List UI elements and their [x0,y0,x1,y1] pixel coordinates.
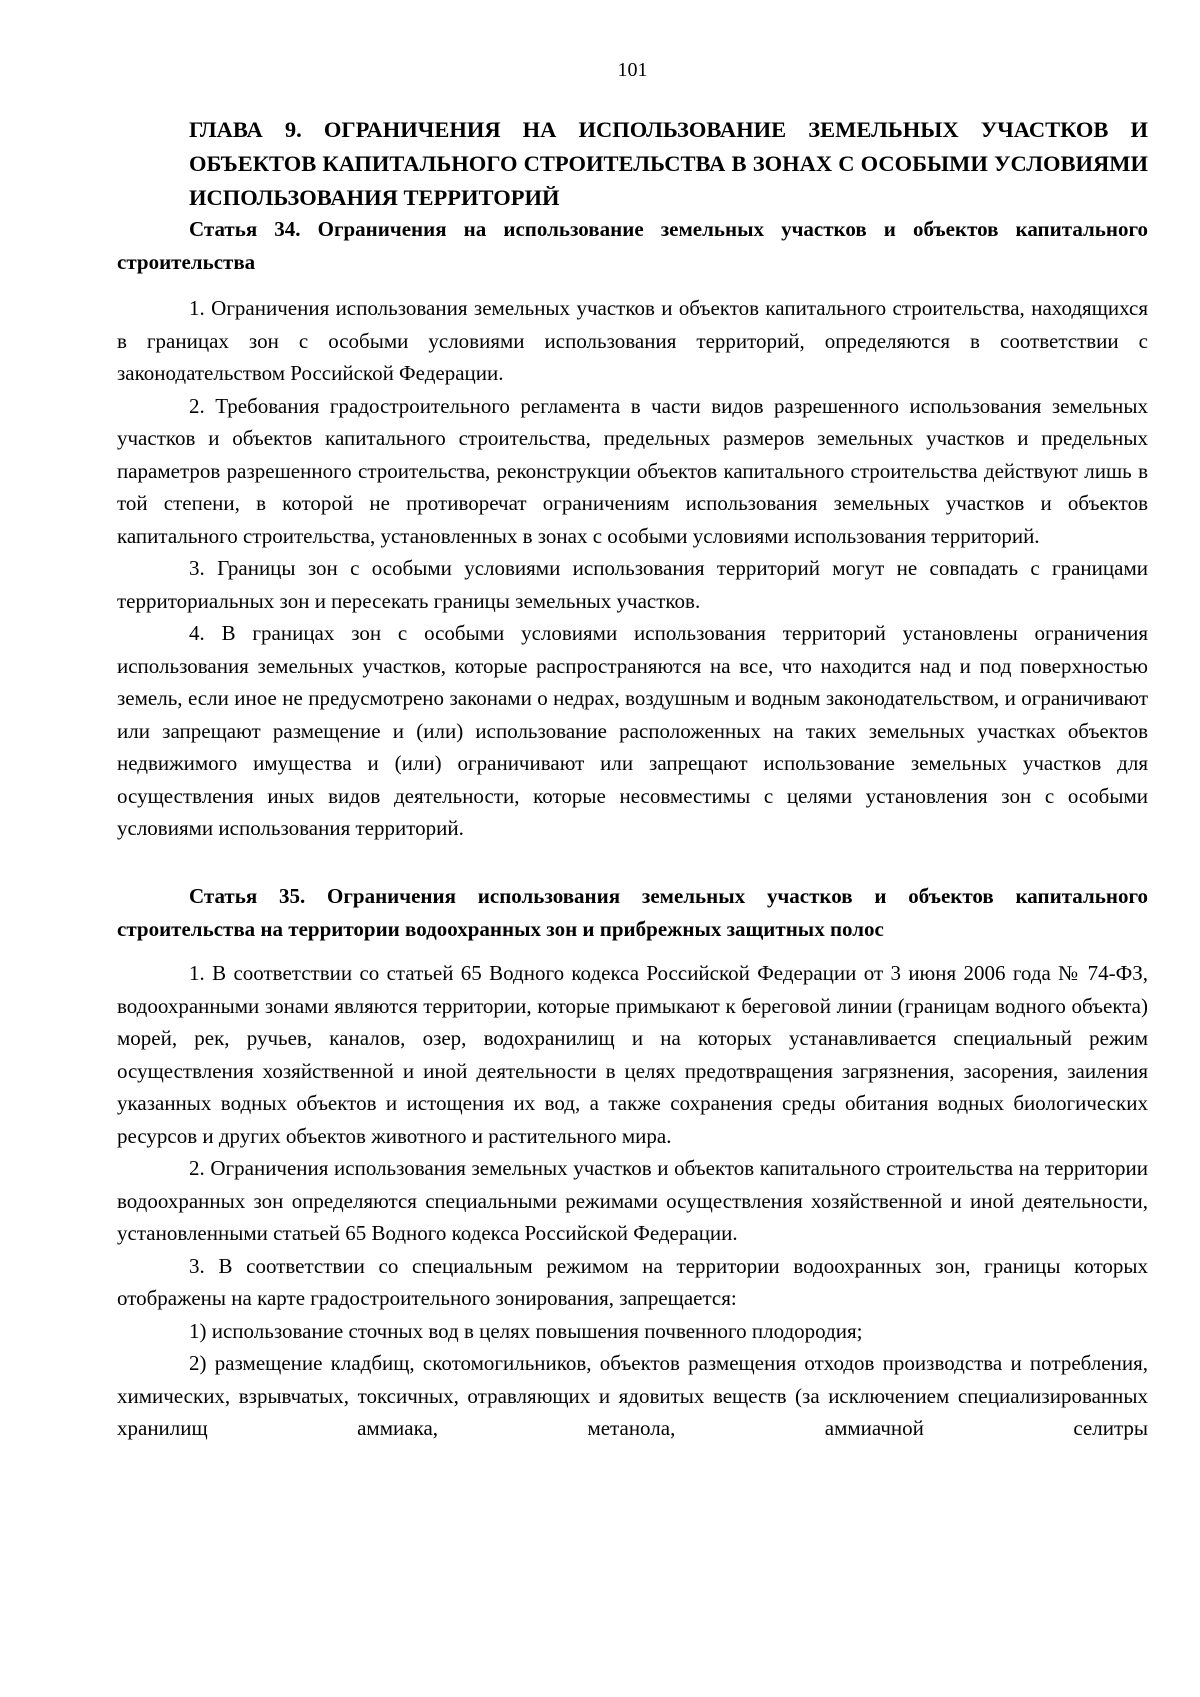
article-34-paragraph: 3. Границы зон с особыми условиями использования территорий могут не совпадать с границами территориальных зон и пересекать границы земельных участков. [117,556,1148,613]
article-34-body [117,292,1148,845]
article-34-paragraph: 4. В границах зон с особыми условиями использования территорий установлены ограничения использования земельных участков, которые распространяются на все, что находится над и под поверхностью земель, если иное не предусмотрено законами о недрах, воздушным и водным законодательством, и ограничивают или запрещают размещение и (или) использование расположенных на таких земельных участках объектов недвижимого имущества и (или) ограничивают или запрещают использование земельных участков для осуществления иных видов деятельности, которые несовместимы с целями установления зон с особыми условиями использования территорий. [117,621,1148,840]
article-35-list-item: 1) использование сточных вод в целях повышения почвенного плодородия; [189,1318,863,1343]
article-34-title: Статья 34. Ограничения на использование земельных участков и объектов капитального строительства [117,217,1148,274]
article-35-paragraph: 2. Ограничения использования земельных участков и объектов капитального строительства на территории водоохранных зон определяются специальными режимами осуществления хозяйственной и иной деятельности, установленными статьей 65 Водного кодекса Российской Федерации. [117,1156,1148,1245]
article-34-paragraph: 1. Ограничения использования земельных участков и объектов капитального строительства, находящихся в границах зон с особыми условиями использования территорий, определяются в соответствии с законодательством Российской Федерации. [117,296,1148,385]
article-35-heading-block [117,880,1148,946]
article-35-list-item: 2) размещение кладбищ, скотомогильников, объектов размещения отходов производства и потребления, химических, взрывчатых, токсичных, отравляющих и ядовитых веществ (за исключением специализированных хранилищ аммиака, метанола, аммиачной селитры [117,1351,1148,1440]
page-number: 101 [617,59,648,81]
chapter-title: ГЛАВА 9. ОГРАНИЧЕНИЯ НА ИСПОЛЬЗОВАНИЕ ЗЕМЕЛЬНЫХ УЧАСТКОВ И ОБЪЕКТОВ КАПИТАЛЬНОГО СТРОИТЕЛЬСТВА В ЗОНАХ С ОСОБЫМИ УСЛОВИЯМИ ИСПОЛЬЗОВАНИЯ ТЕРРИТОРИЙ [189,117,1148,210]
article-35-paragraph: 3. В соответствии со специальным режимом на территории водоохранных зон, границы которых отображены на карте градостроительного зонирования, запрещается: [117,1253,1148,1310]
article-35-title: Статья 35. Ограничения использования земельных участков и объектов капитального строительства на территории водоохранных зон и прибрежных защитных полос [117,884,1148,941]
article-34-paragraph: 2. Требования градостроительного регламента в части видов разрешенного использования земельных участков и объектов капитального строительства, предельных размеров земельных участков и предельных параметров разрешенного строительства, реконструкции объектов капитального строительства действуют лишь в той степени, в которой не противоречат ограничениям использования земельных участков и объектов капитального строительства, установленных в зонах с особыми условиями использования территорий. [117,393,1148,548]
article-35-paragraph: 1. В соответствии со статьей 65 Водного кодекса Российской Федерации от 3 июня 2006 года № 74-ФЗ, водоохранными зонами являются территории, которые примыкают к береговой линии (границам водного объекта) морей, рек, ручьев, каналов, озер, водохранилищ и на которых устанавливается специальный режим осуществления хозяйственной и иной деятельности в целях предотвращения загрязнения, засорения, заиления указанных водных объектов и истощения их вод, а также сохранения среды обитания водных биологических ресурсов и других объектов животного и растительного мира. [117,961,1148,1148]
document-page [117,0,1148,1697]
article-35-body [117,957,1148,1445]
article-34-heading-block [117,213,1148,279]
